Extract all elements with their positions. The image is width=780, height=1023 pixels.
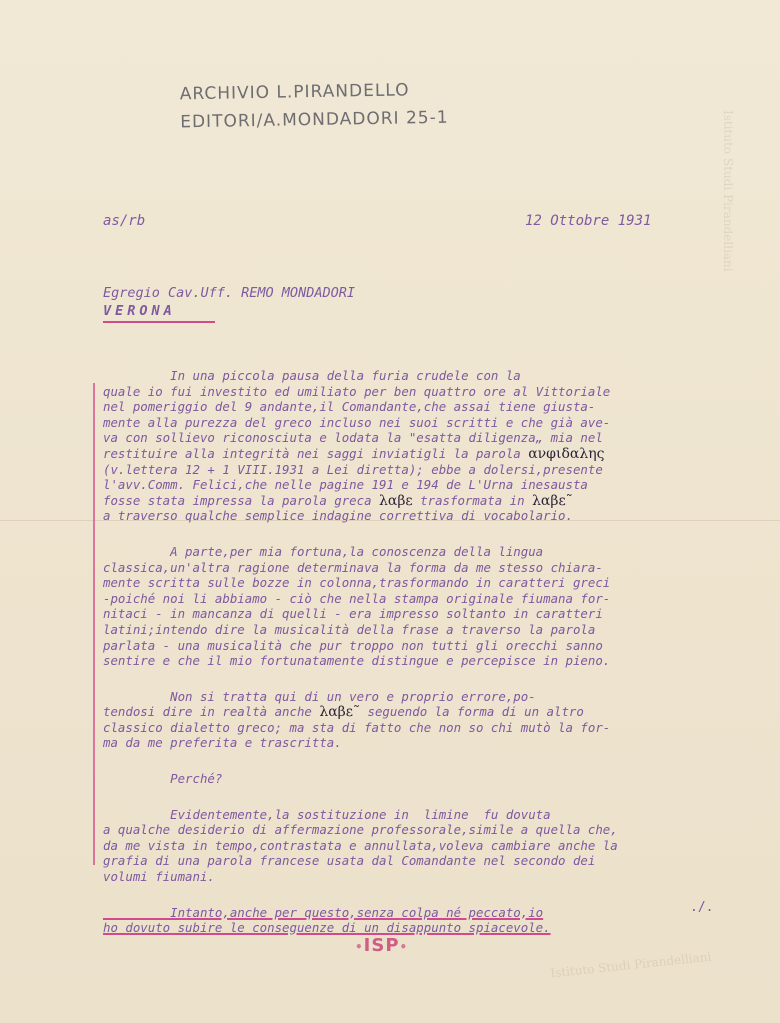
body-line: Perché? (103, 771, 223, 787)
body-line: (v.lettera 12 + 1 VIII.1931 a Lei diretta); ebbe a dolersi,presente (103, 461, 603, 477)
paragraph-4 (103, 771, 763, 787)
paragraph-2 (103, 544, 763, 669)
stamp-label: ISP (363, 935, 400, 956)
body-line: Non si tratta qui di un vero e proprio errore,po- (103, 688, 536, 704)
body-line: l'avv.Comm. Felici,che nelle pagine 191 e 194 de L'Urna inesausta (103, 477, 588, 493)
paragraph-5 (103, 807, 763, 885)
emboss-stamp-top: Istituto Studi Pirandelliani (721, 110, 735, 272)
recipient-city: VERONA (103, 303, 176, 319)
body-fragment: restituire alla integrità nei saggi inviatigli la parola (103, 445, 529, 461)
body-fragment: fosse stata impressa la parola greca (103, 492, 380, 508)
stamp-dot-icon: • (355, 940, 364, 954)
body-line: classico dialetto greco; ma sta di fatto che non so chi mutò la for- (103, 719, 611, 735)
body-line: a traverso qualche semplice indagine correttiva di vocabolario. (103, 508, 573, 524)
body-line: nel pomeriggio del 9 andante,il Comandante,che assai tiene giusta- (103, 399, 596, 415)
paragraph-3 (103, 689, 763, 751)
body-line (103, 704, 763, 720)
stamp-dot-icon: • (399, 940, 409, 954)
isp-stamp (355, 935, 408, 956)
body-line: -poiché noi li abbiamo - ciò che nella stampa originale fiumana for- (103, 590, 611, 606)
paragraph-1 (103, 368, 763, 524)
body-fragment: trasformata in (412, 492, 533, 508)
body-line: Evidentemente,la sostituzione in limine fu dovuta (103, 806, 551, 822)
greek-word-antifidalis: ανφιδαλης (528, 445, 605, 462)
body-line (103, 446, 763, 462)
greek-word-labe: λαβε (379, 492, 413, 509)
body-line: Intanto,anche per questo,senza colpa né peccato,io (103, 904, 544, 920)
archive-line-1: ARCHIVIO L.PIRANDELLO (179, 80, 410, 105)
body-line (103, 493, 763, 509)
archive-line-2: EDITORI/A.MONDADORI 25-1 (180, 107, 449, 133)
body-line: ma da me preferita e trascritta. (103, 735, 342, 751)
body-line: A parte,per mia fortuna,la conoscenza della lingua (103, 543, 544, 559)
body-line: volumi fiumani. (103, 869, 215, 885)
body-line: classica,un'altra ragione determinava la forma da me stesso chiara- (103, 559, 603, 575)
greek-word-lapre: λαβε˜ (319, 704, 361, 721)
body-fragment: seguendo la forma di un altro (360, 704, 584, 720)
letter-date: 12 Ottobre 1931 (525, 213, 652, 229)
body-line: da me vista in tempo,contrastata e annullata,voleva cambiare anche la (103, 837, 618, 853)
body-line: va con sollievo riconosciuta e lodata la "esatta diligenza„ mia nel (103, 430, 603, 446)
body-line: quale io fui investito ed umiliato per ben quattro ore al Vittoriale (103, 383, 611, 399)
greek-word-lapre: λαβε˜ (532, 492, 573, 509)
archive-annotation (180, 76, 449, 137)
body-line: In una piccola pausa della furia crudele con la (103, 368, 521, 383)
body-line: sentire e che il mio fortunatamente distingue e percepisce in pieno. (103, 653, 611, 669)
body-line: mente alla purezza del greco incluso nei suoi scritti e che già ave- (103, 414, 611, 430)
closing-mark: ./. (690, 900, 714, 915)
reference-initials: as/rb (103, 213, 146, 229)
emboss-stamp-bottom: Istituto Studi Pirandelliani (549, 949, 712, 981)
recipient-name: Egregio Cav.Uff. REMO MONDADORI (103, 285, 355, 301)
body-line: mente scritta sulle bozze in colonna,trasformando in caratteri greci (103, 575, 611, 591)
letter-body (103, 368, 763, 956)
body-line: latini;intendo dire la musicalità della frase a traverso la parola (103, 621, 596, 637)
recipient-block (103, 284, 355, 323)
body-line: nitaci - in mancanza di quelli - era impresso soltanto in caratteri (103, 606, 603, 622)
city-underline (103, 321, 215, 323)
body-line: a qualche desiderio di affermazione professorale,simile a quella che, (103, 822, 618, 838)
body-line: grafia di una parola francese usata dal Comandante nel secondo dei (103, 853, 596, 869)
body-fragment: tendosi dire in realtà anche (103, 704, 320, 720)
body-line: parlata - una musicalità che pur troppo non tutti gli orecchi sanno (103, 637, 603, 653)
paragraph-6 (103, 905, 763, 936)
margin-highlight-bar (93, 383, 95, 865)
body-line: ho dovuto subire le conseguenze di un disappunto spiacevole. (103, 920, 551, 936)
